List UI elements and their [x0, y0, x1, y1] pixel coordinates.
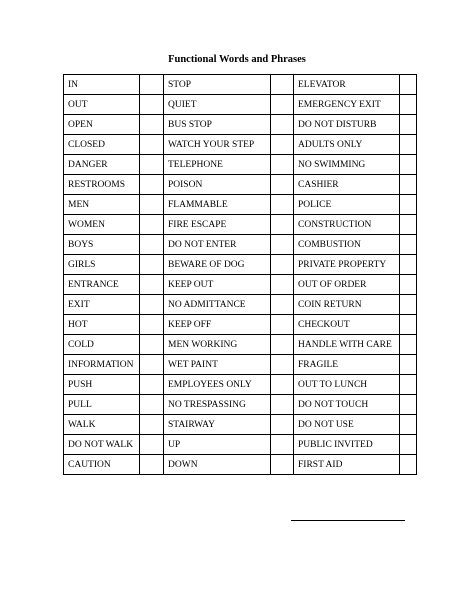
word-cell: COLD	[64, 335, 140, 355]
table-row	[64, 315, 417, 335]
word-cell: COIN RETURN	[294, 295, 400, 315]
answer-box[interactable]	[400, 295, 417, 315]
answer-box[interactable]	[400, 155, 417, 175]
word-cell: STAIRWAY	[164, 415, 271, 435]
table-row	[64, 115, 417, 135]
answer-box[interactable]	[140, 75, 164, 95]
word-cell: FIRST AID	[294, 455, 400, 475]
table-row	[64, 235, 417, 255]
word-cell: BUS STOP	[164, 115, 271, 135]
table-row	[64, 215, 417, 235]
word-cell: HANDLE WITH CARE	[294, 335, 400, 355]
word-cell: OUT	[64, 95, 140, 115]
table-row	[64, 395, 417, 415]
answer-box[interactable]	[271, 455, 294, 475]
table-row	[64, 135, 417, 155]
word-cell: OUT OF ORDER	[294, 275, 400, 295]
word-cell: OPEN	[64, 115, 140, 135]
word-cell: BEWARE OF DOG	[164, 255, 271, 275]
word-cell: PUSH	[64, 375, 140, 395]
word-cell: CLOSED	[64, 135, 140, 155]
answer-box[interactable]	[271, 115, 294, 135]
answer-box[interactable]	[140, 215, 164, 235]
word-cell: EMPLOYEES ONLY	[164, 375, 271, 395]
word-cell: WATCH YOUR STEP	[164, 135, 271, 155]
answer-box[interactable]	[400, 195, 417, 215]
word-cell: ELEVATOR	[294, 75, 400, 95]
answer-box[interactable]	[400, 115, 417, 135]
answer-box[interactable]	[271, 75, 294, 95]
table-row	[64, 95, 417, 115]
word-cell: BOYS	[64, 235, 140, 255]
word-cell: COMBUSTION	[294, 235, 400, 255]
answer-box[interactable]	[271, 415, 294, 435]
answer-box[interactable]	[140, 395, 164, 415]
table-row	[64, 175, 417, 195]
word-cell: PUBLIC INVITED	[294, 435, 400, 455]
answer-box[interactable]	[400, 255, 417, 275]
word-cell: MEN WORKING	[164, 335, 271, 355]
word-cell: WET PAINT	[164, 355, 271, 375]
word-cell: UP	[164, 435, 271, 455]
word-cell: DANGER	[64, 155, 140, 175]
answer-box[interactable]	[400, 135, 417, 155]
answer-box[interactable]	[140, 375, 164, 395]
answer-box[interactable]	[400, 95, 417, 115]
table-row	[64, 275, 417, 295]
word-cell: EXIT	[64, 295, 140, 315]
answer-box[interactable]	[140, 95, 164, 115]
answer-box[interactable]	[140, 315, 164, 335]
word-cell: HOT	[64, 315, 140, 335]
words-table	[63, 74, 417, 475]
answer-box[interactable]	[400, 215, 417, 235]
table-row	[64, 155, 417, 175]
word-cell: TELEPHONE	[164, 155, 271, 175]
word-cell: WOMEN	[64, 215, 140, 235]
answer-box[interactable]	[400, 355, 417, 375]
table-row	[64, 335, 417, 355]
table-row	[64, 435, 417, 455]
word-cell: IN	[64, 75, 140, 95]
answer-box[interactable]	[140, 235, 164, 255]
answer-box[interactable]	[271, 435, 294, 455]
word-cell: CONSTRUCTION	[294, 215, 400, 235]
answer-box[interactable]	[271, 95, 294, 115]
answer-box[interactable]	[140, 195, 164, 215]
word-cell: FLAMMABLE	[164, 195, 271, 215]
answer-box[interactable]	[271, 175, 294, 195]
word-cell: RESTROOMS	[64, 175, 140, 195]
answer-box[interactable]	[140, 275, 164, 295]
answer-box[interactable]	[400, 235, 417, 255]
word-cell: POISON	[164, 175, 271, 195]
answer-box[interactable]	[140, 355, 164, 375]
word-cell: GIRLS	[64, 255, 140, 275]
table-row	[64, 375, 417, 395]
answer-box[interactable]	[140, 115, 164, 135]
word-cell: KEEP OFF	[164, 315, 271, 335]
signature-line	[291, 520, 405, 521]
table-row	[64, 75, 417, 95]
word-cell: DOWN	[164, 455, 271, 475]
page-title: Functional Words and Phrases	[168, 54, 306, 65]
answer-box[interactable]	[271, 295, 294, 315]
word-cell: CAUTION	[64, 455, 140, 475]
word-cell: EMERGENCY EXIT	[294, 95, 400, 115]
word-cell: FIRE ESCAPE	[164, 215, 271, 235]
word-cell: ADULTS ONLY	[294, 135, 400, 155]
answer-box[interactable]	[400, 315, 417, 335]
word-cell: CHECKOUT	[294, 315, 400, 335]
table-row	[64, 415, 417, 435]
word-cell: QUIET	[164, 95, 271, 115]
word-cell: KEEP OUT	[164, 275, 271, 295]
answer-box[interactable]	[271, 155, 294, 175]
answer-box[interactable]	[140, 455, 164, 475]
word-cell: PRIVATE PROPERTY	[294, 255, 400, 275]
word-cell: PULL	[64, 395, 140, 415]
word-cell: POLICE	[294, 195, 400, 215]
answer-box[interactable]	[271, 195, 294, 215]
answer-box[interactable]	[271, 255, 294, 275]
word-cell: NO TRESPASSING	[164, 395, 271, 415]
answer-box[interactable]	[271, 135, 294, 155]
table-row	[64, 295, 417, 315]
table-row	[64, 355, 417, 375]
answer-box[interactable]	[271, 315, 294, 335]
answer-box[interactable]	[271, 355, 294, 375]
answer-box[interactable]	[140, 135, 164, 155]
answer-box[interactable]	[400, 175, 417, 195]
answer-box[interactable]	[271, 335, 294, 355]
answer-box[interactable]	[271, 375, 294, 395]
answer-box[interactable]	[400, 335, 417, 355]
answer-box[interactable]	[400, 375, 417, 395]
word-cell: DO NOT USE	[294, 415, 400, 435]
answer-box[interactable]	[400, 75, 417, 95]
answer-box[interactable]	[140, 415, 164, 435]
answer-box[interactable]	[140, 295, 164, 315]
word-cell: NO SWIMMING	[294, 155, 400, 175]
answer-box[interactable]	[400, 395, 417, 415]
table-row	[64, 455, 417, 475]
word-cell: CASHIER	[294, 175, 400, 195]
word-cell: DO NOT DISTURB	[294, 115, 400, 135]
word-cell: INFORMATION	[64, 355, 140, 375]
answer-box[interactable]	[271, 395, 294, 415]
word-cell: WALK	[64, 415, 140, 435]
word-cell: DO NOT ENTER	[164, 235, 271, 255]
answer-box[interactable]	[271, 215, 294, 235]
word-cell: DO NOT TOUCH	[294, 395, 400, 415]
word-cell: ENTRANCE	[64, 275, 140, 295]
answer-box[interactable]	[140, 335, 164, 355]
answer-box[interactable]	[140, 255, 164, 275]
answer-box[interactable]	[140, 435, 164, 455]
answer-box[interactable]	[400, 275, 417, 295]
answer-box[interactable]	[140, 155, 164, 175]
word-cell: STOP	[164, 75, 271, 95]
table-row	[64, 195, 417, 215]
word-cell: DO NOT WALK	[64, 435, 140, 455]
answer-box[interactable]	[271, 235, 294, 255]
answer-box[interactable]	[140, 175, 164, 195]
word-cell: OUT TO LUNCH	[294, 375, 400, 395]
answer-box[interactable]	[400, 415, 417, 435]
word-cell: FRAGILE	[294, 355, 400, 375]
words-table-body	[64, 75, 417, 475]
answer-box[interactable]	[271, 275, 294, 295]
answer-box[interactable]	[400, 455, 417, 475]
word-cell: MEN	[64, 195, 140, 215]
answer-box[interactable]	[400, 435, 417, 455]
word-cell: NO ADMITTANCE	[164, 295, 271, 315]
table-row	[64, 255, 417, 275]
